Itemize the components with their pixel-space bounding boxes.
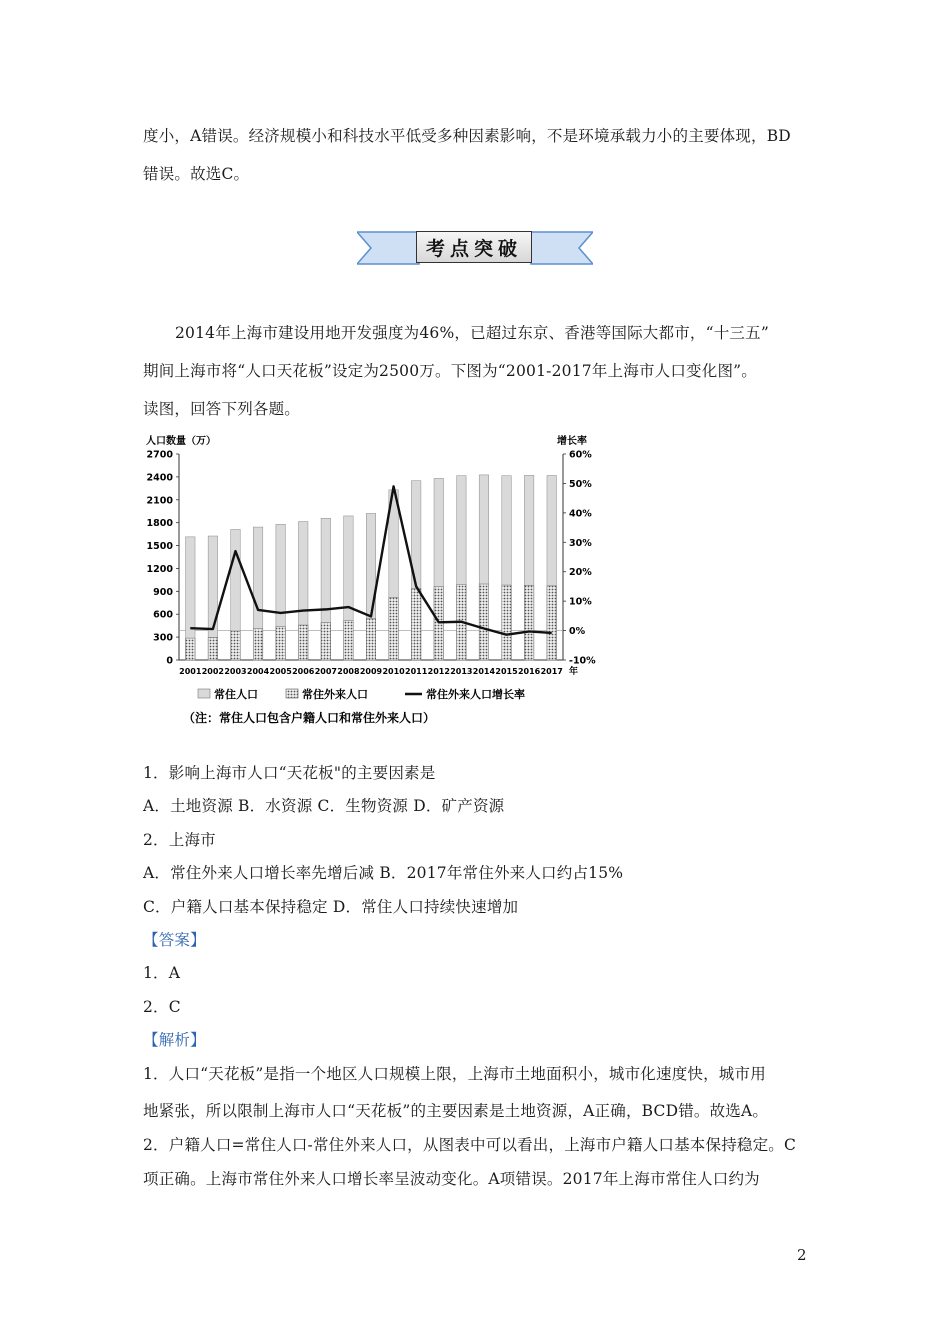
question-2-options-2: C．户籍人口基本保持稳定 D．常住人口持续快速增加: [143, 898, 519, 916]
legend-label-growth: 常住外来人口增长率: [426, 688, 525, 701]
chart-svg: [143, 432, 613, 732]
x-tick-label-2014: 2014: [472, 667, 496, 676]
bar-migrant-2017: [547, 586, 556, 660]
left-tick-label: 1200: [146, 563, 173, 575]
right-tick-label: 20%: [569, 567, 592, 579]
x-tick-label-2010: 2010: [382, 667, 405, 676]
legend-swatch-resident: [198, 689, 210, 698]
left-tick-label: 300: [153, 632, 173, 644]
x-tick-label-2004: 2004: [246, 667, 270, 676]
intro-line-3: 读图，回答下列各题。: [143, 400, 301, 418]
question-2-options-1: A．常住外来人口增长率先增后减 B．2017年常住外来人口约占15%: [143, 864, 624, 882]
bar-migrant-2002: [208, 637, 217, 660]
left-tick-label: 0: [166, 655, 173, 667]
bar-migrant-2008: [344, 621, 353, 660]
legend-label-resident: 常住人口: [214, 688, 258, 701]
bar-migrant-2009: [366, 619, 375, 660]
left-tick-label: 1800: [146, 518, 173, 530]
x-tick-label-2008: 2008: [337, 667, 360, 676]
x-tick-label-2006: 2006: [292, 667, 315, 676]
x-tick-label-2005: 2005: [269, 667, 292, 676]
left-tick-label: 1500: [146, 541, 173, 553]
legend-label-migrant: 常住外来人口: [302, 688, 368, 701]
bar-migrant-2010: [389, 597, 398, 660]
section-banner: [357, 226, 593, 270]
x-tick-label-2002: 2002: [201, 667, 225, 676]
bar-migrant-2014: [479, 584, 488, 660]
right-tick-label: 60%: [569, 449, 592, 461]
x-tick-label-2015: 2015: [495, 667, 518, 676]
x-tick-label-2001: 2001: [179, 667, 202, 676]
analysis-label: 【解析】: [143, 1031, 206, 1049]
bar-migrant-2015: [502, 585, 511, 660]
bar-migrant-2001: [186, 638, 195, 660]
left-axis-title: 人口数量（万）: [146, 436, 216, 447]
intro-line-1: 2014年上海市建设用地开发强度为46%，已超过东京、香港等国际大都市，“十三五”: [175, 324, 769, 342]
bar-migrant-2006: [298, 625, 307, 660]
left-tick-label: 2400: [146, 472, 173, 484]
question-1-options: A．土地资源 B．水资源 C．生物资源 D．矿产资源: [143, 797, 505, 815]
legend-swatch-migrant: [286, 689, 298, 698]
bar-migrant-2005: [276, 627, 285, 660]
bar-migrant-2003: [231, 631, 240, 660]
explanation-line-3: 2．户籍人口=常住人口-常住外来人口，从图表中可以看出，上海市户籍人口基本保持稳定。C: [143, 1136, 797, 1154]
left-tick-label: 600: [153, 609, 173, 621]
x-tick-label-2012: 2012: [427, 667, 450, 676]
text-line-1: 度小，A错误。经济规模小和科技水平低受多种因素影响，不是环境承载力小的主要体现，BD: [143, 127, 791, 145]
left-tick-label: 2700: [146, 449, 173, 461]
bar-migrant-2016: [524, 585, 533, 660]
bar-migrant-2011: [411, 589, 420, 660]
left-tick-label: 900: [153, 586, 173, 598]
page-number: 2: [797, 1246, 807, 1264]
explanation-line-4: 项正确。上海市常住外来人口增长率呈波动变化。A项错误。2017年上海市常住人口约为: [143, 1170, 760, 1188]
right-tick-label: 40%: [569, 508, 592, 520]
population-chart: [143, 432, 613, 732]
banner-title: 考点突破: [416, 231, 532, 263]
explanation-line-2: 地紧张，所以限制上海市人口“天花板”的主要因素是土地资源，A正确，BCD错。故选A。: [143, 1102, 769, 1120]
intro-line-2: 期间上海市将“人口天花板”设定为2500万。下图为“2001-2017年上海市人口变化图”。: [143, 362, 757, 380]
right-tick-label: 30%: [569, 537, 592, 549]
right-tick-label: 50%: [569, 478, 592, 490]
answer-label: 【答案】: [143, 931, 206, 949]
x-tick-label-2016: 2016: [517, 667, 541, 676]
text-line-2: 错误。故选C。: [143, 165, 250, 183]
x-tick-label-2003: 2003: [224, 667, 247, 676]
explanation-line-1: 1．人口“天花板”是指一个地区人口规模上限，上海市土地面积小，城市化速度快，城市用: [143, 1065, 766, 1083]
x-tick-label-2013: 2013: [450, 667, 473, 676]
question-1: 1．影响上海市人口“天花板"的主要因素是: [143, 764, 436, 782]
x-axis-unit: 年: [569, 667, 579, 677]
chart-note: （注：常住人口包含户籍人口和常住外来人口）: [183, 711, 436, 725]
answer-2: 2．C: [143, 998, 181, 1016]
right-tick-label: -10%: [569, 655, 596, 667]
x-tick-label-2017: 2017: [540, 667, 563, 676]
x-tick-label-2011: 2011: [405, 667, 428, 676]
question-2: 2．上海市: [143, 831, 216, 849]
right-tick-label: 0%: [569, 626, 586, 638]
right-axis-title: 增长率: [557, 436, 587, 447]
chart-legend: [198, 687, 525, 701]
bar-migrant-2004: [253, 629, 262, 660]
x-tick-label-2007: 2007: [314, 667, 337, 676]
answer-1: 1．A: [143, 964, 181, 982]
right-tick-label: 10%: [569, 596, 592, 608]
left-tick-label: 2100: [146, 495, 173, 507]
bar-migrant-2007: [321, 623, 330, 660]
x-tick-label-2009: 2009: [359, 667, 383, 676]
